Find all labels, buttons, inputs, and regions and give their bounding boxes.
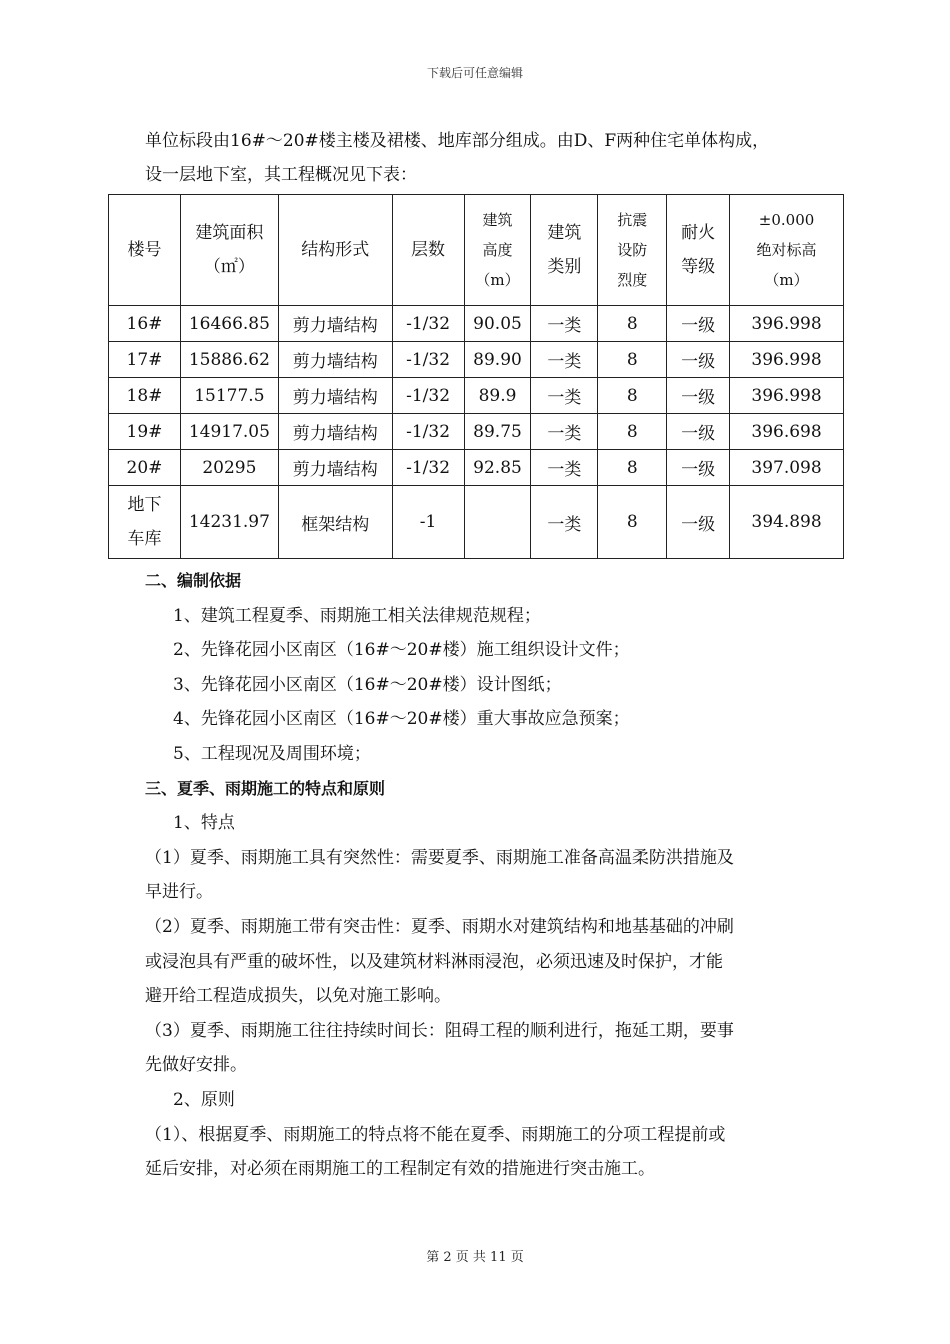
table-cell: 396.998 — [730, 342, 844, 378]
table-cell: 17# — [109, 342, 181, 378]
table-cell: 89.9 — [464, 378, 531, 414]
table-cell: 396.698 — [730, 414, 844, 450]
paragraph-line: （1）、根据夏季、雨期施工的特点将不能在夏季、雨期施工的分项工程提前或 — [145, 1124, 726, 1145]
table-cell: 92.85 — [464, 450, 531, 486]
table-row — [109, 306, 844, 342]
page-header: 下载后可任意编辑 — [426, 66, 523, 80]
header-line: ±0.000 — [758, 211, 815, 229]
table-cell: 15886.62 — [180, 342, 278, 378]
table-header-cell — [464, 195, 531, 306]
table-cell: 一类 — [531, 486, 598, 559]
table-cell: -1/32 — [392, 378, 464, 414]
table-cell: 14231.97 — [180, 486, 278, 559]
table-header-cell — [278, 195, 392, 306]
table-cell: 一级 — [667, 414, 730, 450]
table-cell: 一类 — [531, 414, 598, 450]
header-line: 层数 — [411, 240, 446, 260]
table-cell: 一级 — [667, 306, 730, 342]
header-line: 建筑 — [547, 223, 582, 243]
table-cell: 20295 — [180, 450, 278, 486]
intro-line: 单位标段由16#～20#楼主楼及裙楼、地库部分组成。由D、F两种住宅单体构成， — [145, 131, 770, 151]
section-heading: 二、编制依据 — [145, 571, 242, 590]
table-cell: 一级 — [667, 450, 730, 486]
table-header-cell — [109, 195, 181, 306]
table-cell: 8 — [598, 450, 667, 486]
header-line: 抗震 — [617, 211, 648, 229]
table-cell: 一级 — [667, 378, 730, 414]
paragraph-line: 先做好安排。 — [145, 1055, 247, 1076]
table-cell: 397.098 — [730, 450, 844, 486]
table-cell: 剪力墙结构 — [278, 378, 392, 414]
section-heading: 三、夏季、雨期施工的特点和原则 — [145, 778, 386, 798]
project-overview-table — [108, 194, 844, 559]
table-header-cell — [598, 195, 667, 306]
table-cell: 8 — [598, 414, 667, 450]
table-cell — [464, 486, 531, 559]
table-cell: 18# — [109, 378, 181, 414]
header-line: 烈度 — [617, 271, 648, 289]
header-line: （m） — [475, 271, 520, 289]
header-line: 耐火 — [681, 223, 716, 243]
header-line: 建筑 — [482, 211, 513, 229]
table-cell: 16466.85 — [180, 306, 278, 342]
paragraph-line: 早进行。 — [145, 882, 213, 903]
table-cell: 剪力墙结构 — [278, 450, 392, 486]
table-cell: -1/32 — [392, 306, 464, 342]
table-cell: 8 — [598, 306, 667, 342]
list-item: 2、先锋花园小区南区（16#～20#楼）施工组织设计文件； — [173, 640, 630, 661]
cell-line: 车库 — [127, 529, 162, 549]
list-item: 2、原则 — [173, 1089, 235, 1110]
table-cell: 16# — [109, 306, 181, 342]
table-cell: 一类 — [531, 342, 598, 378]
table-cell: 剪力墙结构 — [278, 342, 392, 378]
header-line: 设防 — [617, 241, 648, 259]
table-header-row — [109, 195, 844, 306]
document-body — [145, 564, 845, 1187]
header-line: （m） — [764, 271, 809, 289]
header-line: 绝对标高 — [756, 241, 817, 259]
header-line: 高度 — [482, 241, 513, 259]
table-cell: 89.75 — [464, 414, 531, 450]
table-cell: 一级 — [667, 342, 730, 378]
table-row — [109, 414, 844, 450]
table-cell: 396.998 — [730, 306, 844, 342]
table-header-cell — [730, 195, 844, 306]
table-cell: 一类 — [531, 378, 598, 414]
list-item: 4、先锋花园小区南区（16#～20#楼）重大事故应急预案； — [173, 709, 630, 730]
table-cell: 8 — [598, 486, 667, 559]
table-row — [109, 486, 844, 559]
table-row — [109, 450, 844, 486]
paragraph-line: 或浸泡具有严重的破坏性，以及建筑材料淋雨浸泡，必须迅速及时保护，才能 — [145, 951, 723, 972]
table-cell: 剪力墙结构 — [278, 414, 392, 450]
paragraph-line: （3）夏季、雨期施工往往持续时间长：阻碍工程的顺利进行，拖延工期，要事 — [145, 1020, 734, 1041]
table-cell: 一级 — [667, 486, 730, 559]
header-line: 类别 — [547, 257, 582, 277]
header-line: 建筑面积 — [195, 223, 264, 243]
header-line: 等级 — [681, 257, 716, 277]
list-item: 5、工程现况及周围环境； — [173, 743, 371, 764]
table-header-cell — [531, 195, 598, 306]
table-cell: 90.05 — [464, 306, 531, 342]
table-cell: 一类 — [531, 306, 598, 342]
table-row — [109, 342, 844, 378]
table-cell: 19# — [109, 414, 181, 450]
page-footer: 第 2 页 共 11 页 — [426, 1250, 524, 1265]
table-cell: 20# — [109, 450, 181, 486]
table-cell: 14917.05 — [180, 414, 278, 450]
table-cell: 15177.5 — [180, 378, 278, 414]
table-header-cell — [180, 195, 278, 306]
paragraph-line: 避开给工程造成损失，以免对施工影响。 — [145, 986, 451, 1007]
table-cell: 剪力墙结构 — [278, 306, 392, 342]
table-row — [109, 378, 844, 414]
header-line: （㎡） — [203, 257, 255, 277]
table-cell: -1/32 — [392, 450, 464, 486]
intro-line: 设一层地下室，其工程概况见下表： — [145, 165, 417, 185]
table-cell: 一类 — [531, 450, 598, 486]
paragraph-line: （2）夏季、雨期施工带有突击性：夏季、雨期水对建筑结构和地基基础的冲刷 — [145, 916, 734, 937]
table-header-cell — [667, 195, 730, 306]
table-cell: 89.90 — [464, 342, 531, 378]
table-cell: 8 — [598, 378, 667, 414]
list-item: 1、建筑工程夏季、雨期施工相关法律规范规程； — [173, 605, 541, 626]
table-cell: 框架结构 — [278, 486, 392, 559]
cell-line: 地下 — [127, 495, 162, 515]
list-item: 1、特点 — [173, 813, 235, 834]
header-line: 结构形式 — [301, 240, 370, 260]
table-header-cell — [392, 195, 464, 306]
table-cell: -1/32 — [392, 414, 464, 450]
table-cell: 8 — [598, 342, 667, 378]
table-cell: -1 — [392, 486, 464, 559]
paragraph-line: 延后安排，对必须在雨期施工的工程制定有效的措施进行突击施工。 — [145, 1159, 655, 1180]
table-cell: 396.998 — [730, 378, 844, 414]
list-item: 3、先锋花园小区南区（16#～20#楼）设计图纸； — [173, 674, 562, 695]
table-cell — [109, 486, 181, 559]
header-line: 楼号 — [127, 240, 162, 260]
table-cell: 394.898 — [730, 486, 844, 559]
intro-paragraph — [145, 124, 845, 192]
paragraph-line: （1）夏季、雨期施工具有突然性：需要夏季、雨期施工准备高温柔防洪措施及 — [145, 847, 734, 868]
table-cell: -1/32 — [392, 342, 464, 378]
